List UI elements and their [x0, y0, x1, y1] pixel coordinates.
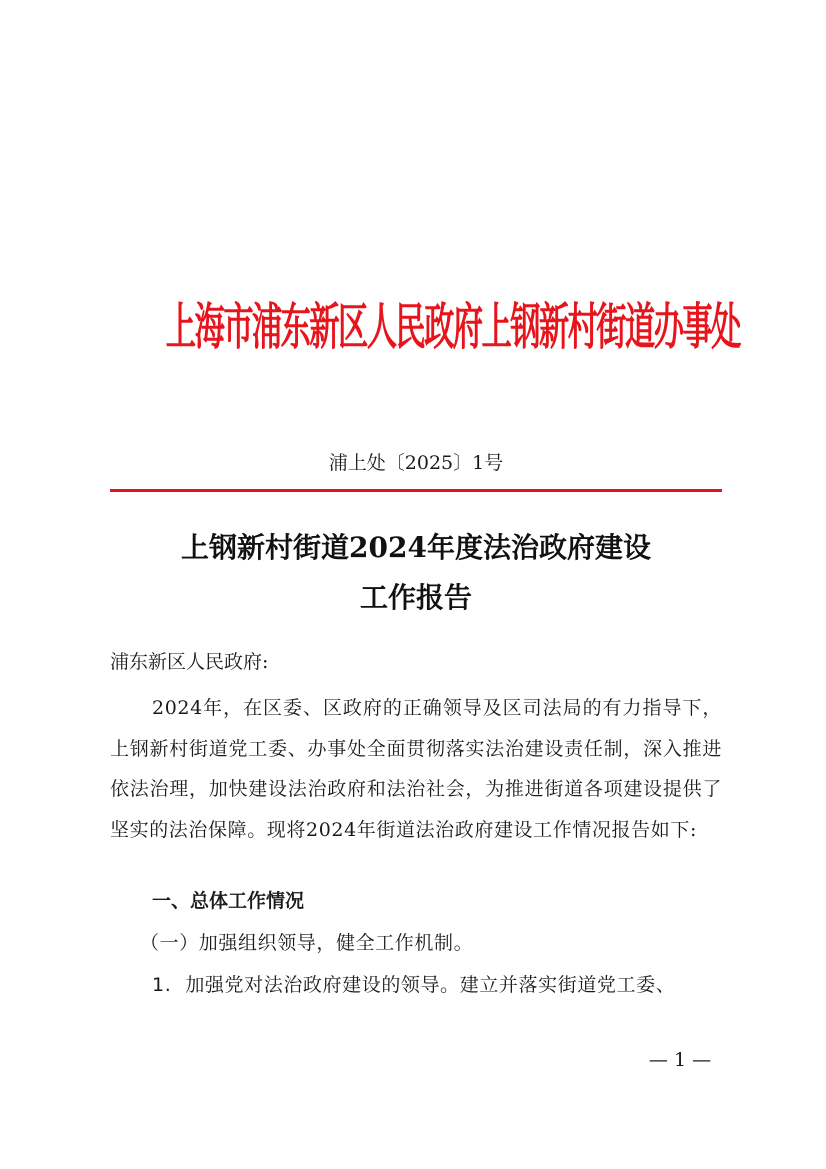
- document-title-line-1: 上钢新村街道2024年度法治政府建设: [181, 531, 651, 564]
- red-separator-line: [110, 489, 722, 492]
- issuer-header: 上海市浦东新区人民政府上钢新村街道办事处: [165, 298, 740, 357]
- section-heading-overall: 一、总体工作情况: [152, 890, 305, 912]
- document-number: 浦上处〔2025〕1号: [328, 452, 504, 474]
- document-title-line-2: 工作报告: [359, 581, 472, 614]
- list-item-1: [152, 971, 722, 999]
- page-number: — 1 —: [648, 1049, 712, 1071]
- list-item-text: 加强党对法治政府建设的领导。建立并落实街道党工委、: [185, 974, 676, 996]
- list-item-number: 1.: [152, 974, 172, 996]
- subsection-heading-organization: （一）加强组织领导，健全工作机制。: [140, 932, 474, 954]
- intro-paragraph: 2024年，在区委、区政府的正确领导及区司法局的有力指导下，上钢新村街道党工委、办事处全面贯彻落实法治建设责任制，深入推进依法治理，加快建设法治政府和法治社会，为推进街道各项建设提供了坚实的法治保障。现将2024年街道法治政府建设工作情况报告如下:: [110, 697, 722, 841]
- salutation: 浦东新区人民政府:: [110, 651, 269, 673]
